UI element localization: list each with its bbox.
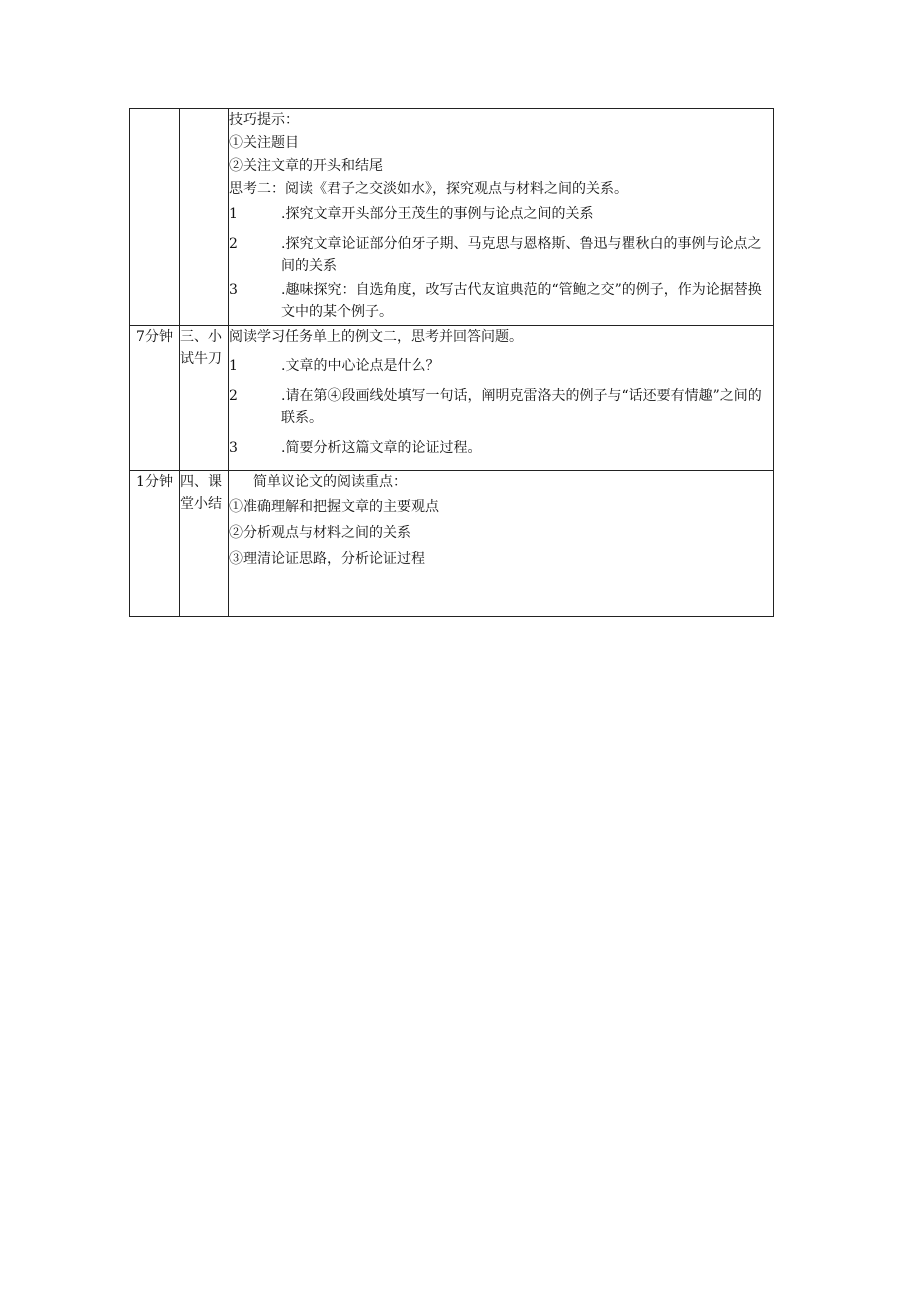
time-cell xyxy=(130,109,180,326)
tip-item: ①关注题目 xyxy=(229,135,299,151)
content-cell xyxy=(229,109,774,326)
question-heading: 思考二：阅读《君子之交淡如水》，探究观点与材料之间的关系。 xyxy=(229,181,628,197)
lesson-plan-table xyxy=(129,108,774,617)
item-number: 2 xyxy=(229,236,238,252)
content-cell xyxy=(229,326,774,471)
table-row xyxy=(130,326,774,471)
table-row xyxy=(130,109,774,326)
summary-point: ③理清论证思路，分析论证过程 xyxy=(229,551,425,567)
item-text: .简要分析这篇文章的论证过程。 xyxy=(281,440,482,456)
summary-point: ①准确理解和把握文章的主要观点 xyxy=(229,499,439,515)
tips-heading: 技巧提示： xyxy=(229,112,299,128)
list-item xyxy=(229,437,773,459)
stage-cell: 三、小试牛刀 xyxy=(180,326,229,471)
list-item xyxy=(229,203,773,225)
summary-title: 简单议论文的阅读重点： xyxy=(253,474,407,490)
item-text: .探究文章论证部分伯牙子期、马克思与恩格斯、鲁迅与瞿秋白的事例与论点之间的关系 xyxy=(281,236,762,274)
time-cell: 7分钟 xyxy=(130,326,180,471)
item-number: 1 xyxy=(229,206,238,222)
time-cell: 1分钟 xyxy=(130,471,180,617)
stage-cell xyxy=(180,109,229,326)
content-cell xyxy=(229,471,774,617)
list-item xyxy=(229,385,773,429)
item-number: 3 xyxy=(229,440,238,456)
table-row xyxy=(130,471,774,617)
item-number: 1 xyxy=(229,358,238,374)
summary-point: ②分析观点与材料之间的关系 xyxy=(229,525,411,541)
list-item xyxy=(229,355,773,377)
stage-cell: 四、课堂小结 xyxy=(180,471,229,617)
item-number: 2 xyxy=(229,388,238,404)
item-text: .探究文章开头部分王茂生的事例与论点之间的关系 xyxy=(281,206,594,222)
tip-item: ②关注文章的开头和结尾 xyxy=(229,158,383,174)
list-item xyxy=(229,233,773,277)
list-item xyxy=(229,279,773,323)
item-text: .趣味探究：自选角度，改写古代友谊典范的“管鲍之交”的例子，作为论据替换文中的某个例子。 xyxy=(281,282,762,320)
item-text: .文章的中心论点是什么？ xyxy=(281,358,440,374)
task-intro: 阅读学习任务单上的例文二，思考并回答问题。 xyxy=(229,329,523,345)
item-number: 3 xyxy=(229,282,238,298)
item-text: .请在第④段画线处填写一句话，阐明克雷洛夫的例子与“话还要有情趣”之间的联系。 xyxy=(281,388,762,426)
